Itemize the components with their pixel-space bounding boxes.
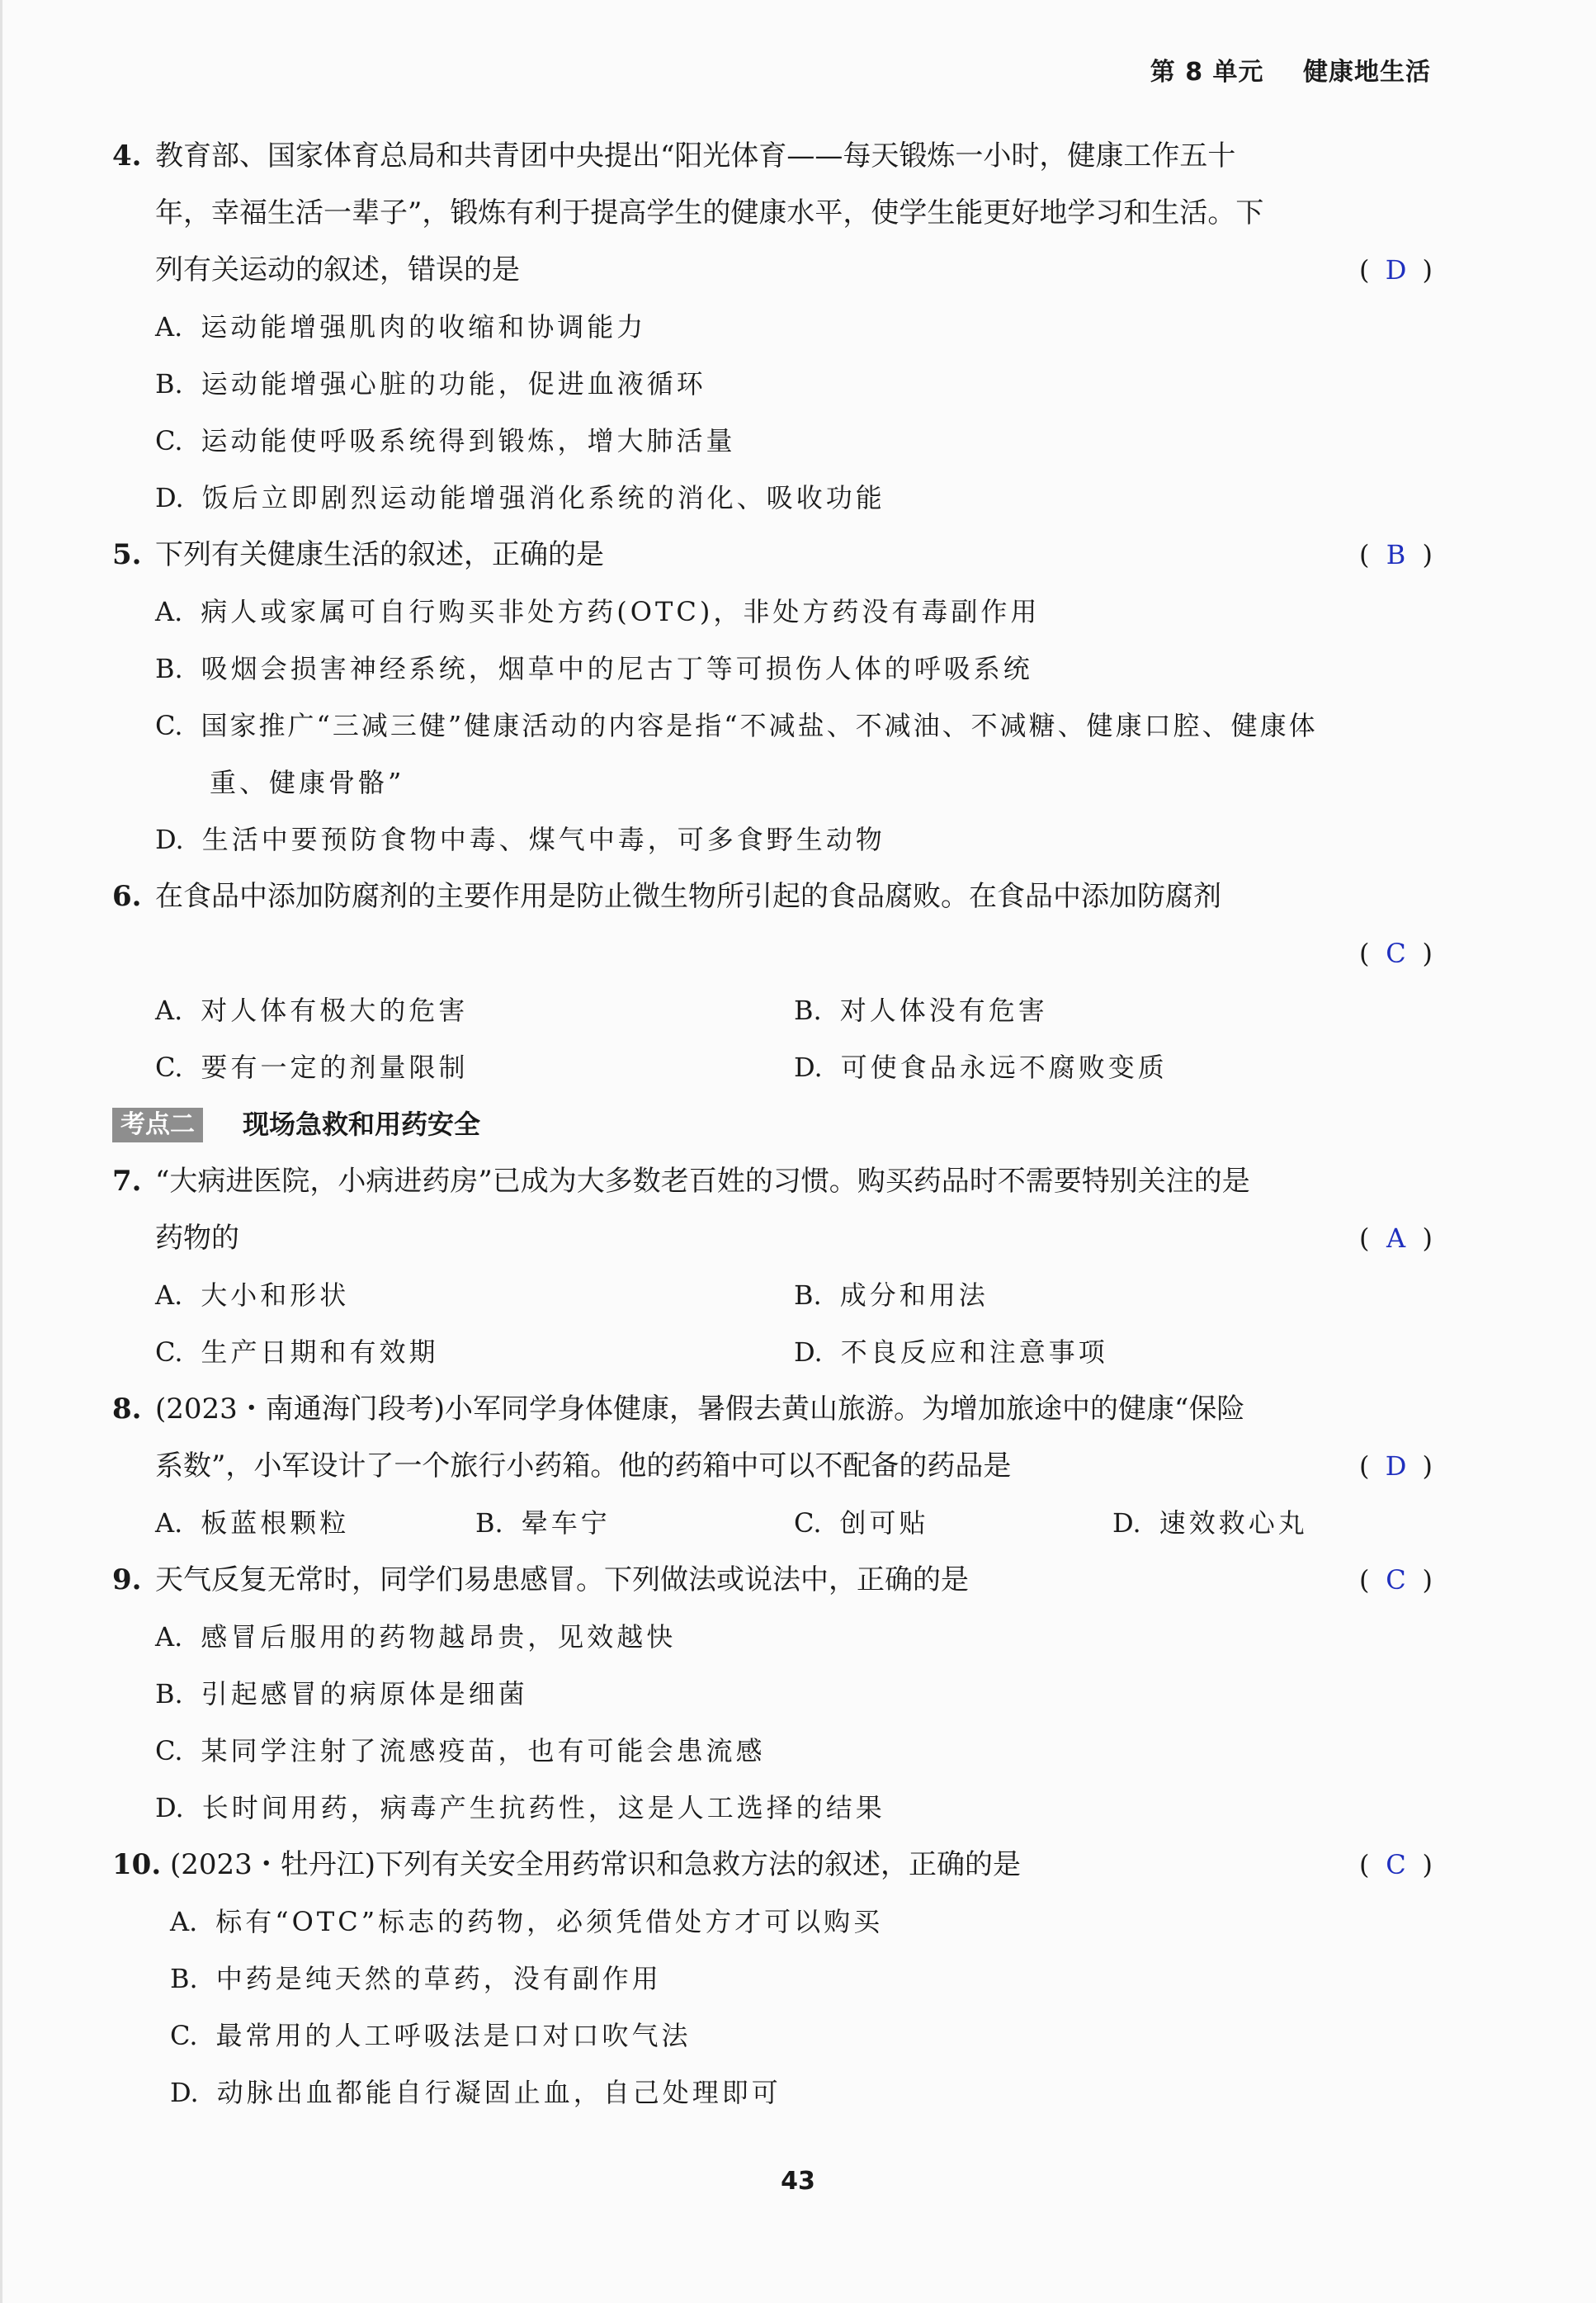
- option-d: D. 不良反应和注意事项: [794, 1336, 1108, 1368]
- question-text: 系数”，小军设计了一个旅行小药箱。他的药箱中可以不配备的药品是: [155, 1449, 1012, 1483]
- question-text: (2023・南通海门段考)小军同学身体健康，暑假去黄山旅游。为增加旅途中的健康“保险: [155, 1393, 1245, 1426]
- option-a: A. 标有“OTC”标志的药物，必须凭借处方才可以购买: [170, 1906, 884, 1937]
- option-b: B. 运动能增强心脏的功能，促进血液循环: [155, 368, 706, 400]
- answer-value: D: [1385, 254, 1407, 286]
- question-6-answer-line: [112, 925, 1433, 982]
- question-text: 年，幸福生活一辈子”，锻炼有利于提高学生的健康水平，使学生能更好地学习和生活。下: [155, 196, 1264, 229]
- question-4-line-1: [112, 128, 1433, 185]
- option-b: B. 晕车宁: [475, 1507, 611, 1539]
- question-4-line-3: [112, 242, 1433, 299]
- question-4-line-2: [112, 185, 1433, 242]
- question-5-line-1: [112, 527, 1433, 584]
- question-text: “大病进医院，小病进药房”已成为大多数老百姓的习惯。购买药品时不需要特别关注的是: [155, 1165, 1250, 1198]
- option-c: C. 运动能使呼吸系统得到锻炼，增大肺活量: [155, 425, 736, 456]
- answer-box: ( D ): [1359, 242, 1433, 299]
- question-7-line-2: [112, 1210, 1433, 1267]
- option-d: D. 动脉出血都能自行凝固止血，自己处理即可: [170, 2077, 781, 2108]
- option-line: [112, 413, 1433, 470]
- question-number: 4.: [112, 140, 142, 173]
- question-10-line-1: [112, 1837, 1433, 1894]
- option-c: C. 最常用的人工呼吸法是口对口吹气法: [170, 2020, 692, 2051]
- option-line: [112, 470, 1433, 527]
- question-8-line-1: [112, 1381, 1433, 1438]
- question-text: 教育部、国家体育总局和共青团中央提出“阳光体育——每天锻炼一小时，健康工作五十: [155, 140, 1236, 173]
- question-9-line-1: [112, 1552, 1433, 1609]
- option-d: D. 生活中要预防食物中毒、煤气中毒，可多食野生动物: [155, 824, 885, 855]
- option-line: [112, 356, 1433, 413]
- option-b: B. 成分和用法: [794, 1279, 989, 1311]
- answer-box: ( C ): [1359, 1837, 1433, 1894]
- question-number: 10.: [112, 1848, 162, 1881]
- option-c: C. 创可贴: [794, 1507, 929, 1539]
- option-d: D. 饭后立即剧烈运动能增强消化系统的消化、吸收功能: [155, 482, 885, 513]
- answer-box: ( A ): [1359, 1210, 1433, 1267]
- option-b: B. 中药是纯天然的草药，没有副作用: [170, 1963, 662, 1994]
- question-number: 7.: [112, 1165, 142, 1198]
- question-text: 药物的: [155, 1222, 239, 1255]
- answer-value: B: [1386, 539, 1406, 570]
- question-number: 5.: [112, 538, 142, 571]
- question-8-line-2: [112, 1438, 1433, 1495]
- option-line: [112, 811, 1433, 868]
- section-title: 现场急救和用药安全: [243, 1109, 481, 1140]
- option-line: [112, 1609, 1433, 1666]
- question-text: 天气反复无常时，同学们易患感冒。下列做法或说法中，正确的是: [155, 1563, 969, 1596]
- option-a: A. 病人或家属可自行购买非处方药(OTC)，非处方药没有毒副作用: [155, 596, 1041, 627]
- option-c: C. 某同学注射了流感疫苗，也有可能会患流感: [155, 1735, 766, 1766]
- unit-label: 第 8 单元: [1150, 58, 1264, 87]
- page-number: 43: [781, 2167, 815, 2196]
- question-number: 8.: [112, 1393, 142, 1426]
- question-7-line-1: [112, 1153, 1433, 1210]
- question-text: 下列有关健康生活的叙述，正确的是: [155, 538, 604, 571]
- page-content: [112, 128, 1433, 2121]
- option-d: D. 可使食品永远不腐败变质: [794, 1052, 1168, 1083]
- option-b: B. 对人体没有危害: [794, 995, 1048, 1026]
- answer-box: ( C ): [1359, 925, 1433, 982]
- question-text: 列有关运动的叙述，错误的是: [155, 253, 520, 286]
- answer-value: C: [1386, 938, 1406, 969]
- option-b: B. 引起感冒的病原体是细菌: [155, 1678, 528, 1710]
- option-line: [112, 1039, 1433, 1096]
- option-line: [112, 1267, 1433, 1324]
- option-a: A. 对人体有极大的危害: [155, 995, 469, 1026]
- unit-title: 健康地生活: [1303, 58, 1431, 87]
- option-line: [112, 1723, 1433, 1780]
- option-line: [112, 982, 1433, 1039]
- answer-value: D: [1385, 1450, 1407, 1482]
- option-line: [112, 2064, 1433, 2121]
- running-header: [1150, 51, 1431, 87]
- option-line: [112, 1951, 1433, 2007]
- option-line: [112, 2007, 1433, 2064]
- option-line: [112, 584, 1433, 641]
- answer-value: C: [1386, 1564, 1406, 1596]
- option-d: D. 长时间用药，病毒产生抗药性，这是人工选择的结果: [155, 1792, 885, 1823]
- option-b: B. 吸烟会损害神经系统，烟草中的尼古丁等可损伤人体的呼吸系统: [155, 653, 1033, 684]
- option-line: [112, 1894, 1433, 1951]
- answer-box: ( D ): [1359, 1438, 1433, 1495]
- section-heading: [112, 1096, 1433, 1153]
- answer-value: C: [1386, 1849, 1406, 1880]
- option-c: C. 生产日期和有效期: [155, 1336, 439, 1368]
- option-c: C. 要有一定的剂量限制: [155, 1052, 469, 1083]
- answer-box: ( B ): [1359, 527, 1433, 584]
- question-number: 9.: [112, 1563, 142, 1596]
- option-line: [112, 698, 1433, 754]
- question-6-line-1: [112, 868, 1433, 925]
- option-line: [112, 1495, 1433, 1552]
- option-line: [112, 754, 1433, 811]
- question-number: 6.: [112, 880, 142, 913]
- question-text: 在食品中添加防腐剂的主要作用是防止微生物所引起的食品腐败。在食品中添加防腐剂: [155, 880, 1221, 913]
- option-line: [112, 641, 1433, 698]
- section-tag: 考点二: [112, 1108, 203, 1142]
- answer-box: ( C ): [1359, 1552, 1433, 1609]
- option-line: [112, 1666, 1433, 1723]
- question-text: (2023・牡丹江)下列有关安全用药常识和急救方法的叙述，正确的是: [170, 1848, 1022, 1881]
- option-c: C. 国家推广“三减三健”健康活动的内容是指“不减盐、不减油、不减糖、健康口腔、健康体: [155, 710, 1318, 741]
- option-line: [112, 1780, 1433, 1837]
- option-a: A. 板蓝根颗粒: [155, 1507, 350, 1539]
- option-c-continued: 重、健康骨骼”: [210, 767, 405, 798]
- option-a: A. 运动能增强肌肉的收缩和协调能力: [155, 311, 647, 343]
- option-line: [112, 1324, 1433, 1381]
- option-a: A. 感冒后服用的药物越昂贵，见效越快: [155, 1621, 677, 1653]
- option-a: A. 大小和形状: [155, 1279, 350, 1311]
- option-d: D. 速效救心丸: [1112, 1507, 1308, 1539]
- option-line: [112, 299, 1433, 356]
- answer-value: A: [1386, 1222, 1406, 1254]
